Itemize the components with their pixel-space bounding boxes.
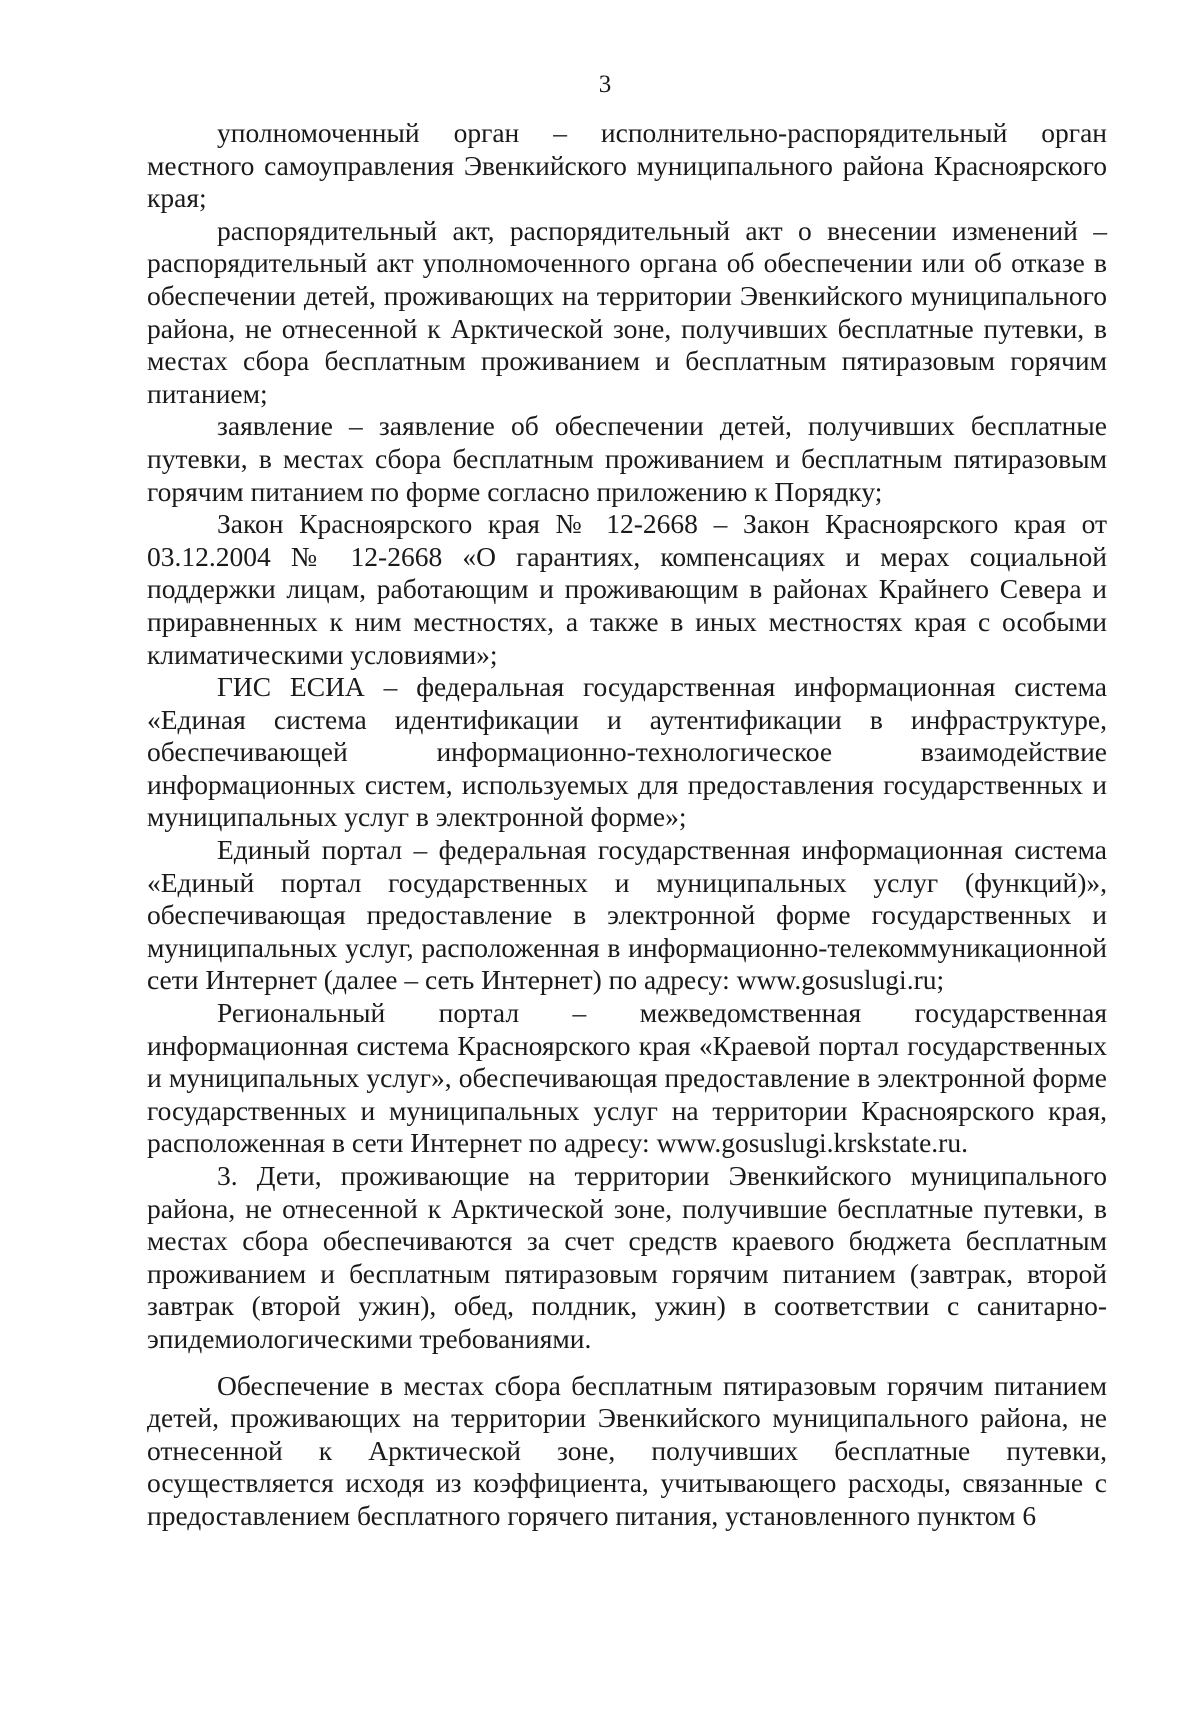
page-number: 3 <box>598 71 612 98</box>
paragraph-krasnoyarsk-law: Закон Красноярского края № 12-2668 – Закон Красноярского края от 03.12.2004 № 12-2668 «О гарантиях, компенсациях и мерах социальной поддержки лицам, работающим и проживающим в районах Крайнего Севера и приравненных к ним местностях, а также в иных местностях края с особыми климатическими условиями»; <box>147 508 1107 670</box>
paragraph-regional-portal: Региональный портал – межведомственная государственная информационная система Красноярского края «Краевой портал государственных и муниципальных услуг», обеспечивающая предоставление в электронной форме государственных и муниципальных услуг на территории Красноярского края, расположенная в сети Интернет по адресу: www.gosuslugi.krskstate.ru. <box>147 997 1107 1159</box>
paragraph-gis-esia: ГИС ЕСИА – федеральная государственная информационная система «Единая система идентификации и аутентификации в инфраструктуре, обеспечивающей информационно-технологическое взаимодействие информационных систем, используемых для предоставления государственных и муниципальных услуг в электронной форме»; <box>147 671 1107 833</box>
paragraph-administrative-act: распорядительный акт, распорядительный акт о внесении изменений – распорядительный акт уполномоченного органа об обеспечении или об отказе в обеспечении детей, проживающих на территории Эвенкийского муниципального района, не отнесенной к Арктической зоне, получивших бесплатные путевки, в местах сбора бесплатным проживанием и бесплатным пятиразовым горячим питанием; <box>147 214 1107 409</box>
paragraph-meal-provision: Обеспечение в местах сбора бесплатным пятиразовым горячим питанием детей, проживающих на территории Эвенкийского муниципального района, не отнесенной к Арктической зоне, получивших бесплатные путевки, осуществляется исходя из коэффициента, учитывающего расходы, связанные с предоставлением бесплатного горячего питания, установленного пунктом 6 <box>147 1369 1107 1531</box>
document-body <box>147 117 1107 1533</box>
paragraph-application: заявление – заявление об обеспечении детей, получивших бесплатные путевки, в местах сбора бесплатным проживанием и бесплатным пятиразовым горячим питанием по форме согласно приложению к Порядку; <box>147 410 1107 507</box>
paragraph-clause-3: 3. Дети, проживающие на территории Эвенкийского муниципального района, не отнесенной к Арктической зоне, получившие бесплатные путевки, в местах сбора обеспечиваются за счет средств краевого бюджета бесплатным проживанием и бесплатным пятиразовым горячим питанием (завтрак, второй завтрак (второй ужин), обед, полдник, ужин) в соответствии с санитарно-эпидемиологическими требованиями. <box>147 1160 1107 1354</box>
paragraph-authorized-body: уполномоченный орган – исполнительно-распорядительный орган местного самоуправления Эвенкийского муниципального района Красноярского края; <box>147 117 1107 214</box>
paragraph-unified-portal: Единый портал – федеральная государственная информационная система «Единый портал государственных и муниципальных услуг (функций)», обеспечивающая предоставление в электронной форме государственных и муниципальных услуг, расположенная в информационно-телекоммуникационной сети Интернет (далее – сеть Интернет) по адресу: www.gosuslugi.ru; <box>147 834 1107 996</box>
